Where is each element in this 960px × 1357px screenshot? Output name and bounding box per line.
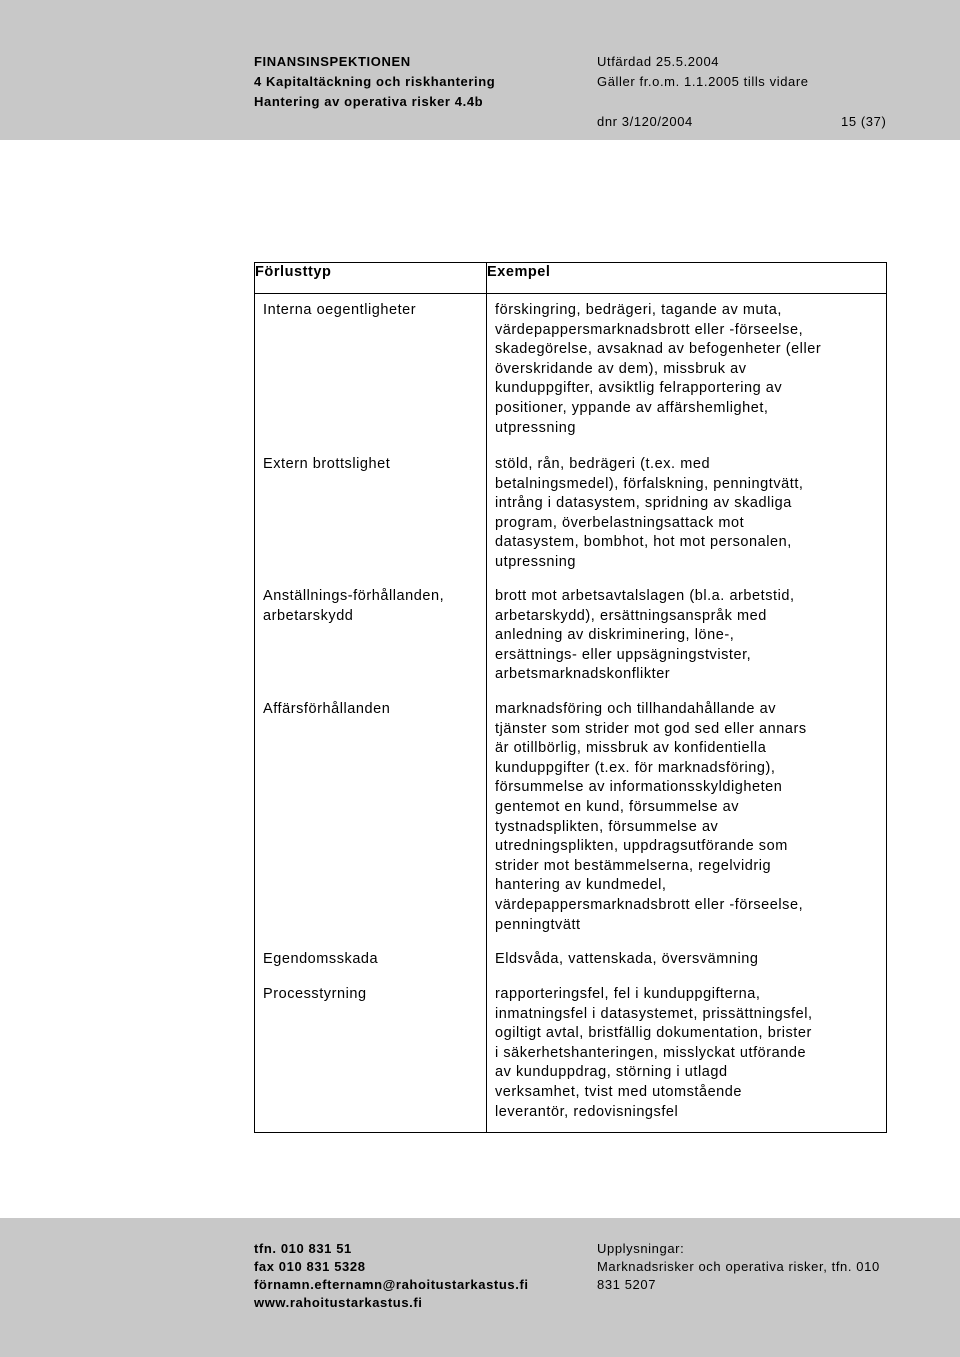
footer-email: förnamn.efternamn@rahoitustarkastus.fi (254, 1277, 529, 1292)
loss-type-employment-line2: arbetarskydd (263, 608, 354, 624)
loss-type-process: Processtyrning (263, 986, 367, 1002)
header-section: Hantering av operativa risker 4.4b (254, 94, 484, 109)
example-line: försummelse av informationsskyldigheten (495, 779, 783, 796)
example-line: utpressning (495, 553, 577, 570)
loss-type-internal-fraud: Interna oegentligheter (263, 302, 417, 318)
example-line: ogiltigt avtal, bristfällig dokumentation, brister (495, 1025, 812, 1042)
example-line: anledning av diskriminering, löne-, (495, 627, 735, 644)
example-block (495, 301, 821, 438)
example-line: Eldsvåda, vattenskada, översvämning (495, 951, 759, 967)
header-issued: Utfärdad 25.5.2004 (597, 54, 720, 69)
example-line: inmatningsfel i datasystemet, prissättningsfel, (495, 1005, 813, 1022)
header-org: FINANSINSPEKTIONEN (254, 54, 411, 69)
example-line: ersättnings- eller uppsägningstvister, (495, 646, 752, 663)
example-line: marknadsföring och tillhandahållande av (495, 701, 777, 717)
example-line: kunduppgifter (t.ex. för marknadsföring), (495, 759, 776, 776)
example-block (495, 985, 813, 1122)
example-line: förskingring, bedrägeri, tagande av muta, (495, 302, 782, 318)
example-line: betalningsmedel), förfalskning, penningtvätt, (495, 475, 804, 492)
example-block (495, 950, 758, 970)
example-line: utredningsplikten, uppdragsutförande som (495, 838, 788, 855)
column-header-loss-type: Förlusttyp (255, 263, 487, 294)
example-block (495, 587, 795, 685)
example-line: arbetsmarknadskonflikter (495, 666, 671, 683)
example-line: är otillbörlig, missbruk av konfidentiella (495, 740, 767, 757)
table-body-row (255, 294, 887, 1133)
example-line: hantering av kundmedel, (495, 877, 667, 894)
example-block (495, 455, 803, 573)
example-block (495, 700, 807, 935)
loss-type-employment-line1: Anställnings-förhållanden, (263, 588, 445, 604)
example-line: kunduppgifter, avsiktlig felrapportering av (495, 380, 783, 397)
footer-info-line1: Marknadsrisker och operativa risker, tfn. 010 (597, 1259, 880, 1274)
loss-type-table (254, 262, 887, 1133)
example-line: program, överbelastningsattack mot (495, 514, 745, 531)
header-chapter: 4 Kapitaltäckning och riskhantering (254, 74, 496, 89)
example-line: verksamhet, tvist med utomstående (495, 1083, 743, 1100)
column-header-example: Exempel (487, 263, 887, 294)
header-valid: Gäller fr.o.m. 1.1.2005 tills vidare (597, 74, 809, 89)
example-line: tjänster som strider mot god sed eller annars (495, 720, 807, 737)
example-line: leverantör, redovisningsfel (495, 1103, 679, 1120)
loss-type-column (255, 294, 487, 1133)
footer-website: www.rahoitustarkastus.fi (254, 1295, 423, 1310)
page-header (0, 0, 960, 140)
example-line: intrång i datasystem, spridning av skadliga (495, 495, 792, 512)
example-line: utpressning (495, 419, 577, 436)
example-line: värdepappersmarknadsbrott eller -förseelse, (495, 896, 804, 913)
example-line: penningtvätt (495, 916, 581, 933)
table-header-row (255, 263, 887, 294)
loss-type-business: Affärsförhållanden (263, 701, 391, 717)
example-line: strider mot bestämmelserna, regelvidrig (495, 857, 772, 874)
footer-fax: fax 010 831 5328 (254, 1259, 366, 1274)
footer-info-label: Upplysningar: (597, 1241, 685, 1256)
example-line: gentemot en kund, försummelse av (495, 798, 740, 815)
example-line: arbetarskydd), ersättningsanspråk med (495, 607, 767, 624)
header-reference: dnr 3/120/2004 (597, 114, 693, 129)
example-line: tystnadsplikten, försummelse av (495, 818, 719, 835)
footer-phone: tfn. 010 831 51 (254, 1241, 352, 1256)
footer-info-line2: 831 5207 (597, 1277, 657, 1292)
example-line: positioner, yppande av affärshemlighet, (495, 399, 769, 416)
loss-type-property-damage: Egendomsskada (263, 951, 379, 967)
example-line: värdepappersmarknadsbrott eller -förseelse, (495, 321, 804, 338)
example-line: rapporteringsfel, fel i kunduppgifterna, (495, 986, 761, 1002)
example-line: överskridande av dem), missbruk av (495, 360, 747, 377)
example-line: av kunduppdrag, störning i utlagd (495, 1064, 728, 1081)
example-column (487, 294, 887, 1133)
example-line: stöld, rån, bedrägeri (t.ex. med (495, 456, 711, 472)
header-page-number: 15 (37) (841, 114, 887, 129)
loss-type-external-crime: Extern brottslighet (263, 456, 391, 472)
example-line: brott mot arbetsavtalslagen (bl.a. arbetstid, (495, 588, 795, 604)
example-line: skadegörelse, avsaknad av befogenheter (eller (495, 341, 822, 358)
example-line: datasystem, bombhot, hot mot personalen, (495, 534, 792, 551)
example-line: i säkerhetshanteringen, misslyckat utförande (495, 1044, 807, 1061)
